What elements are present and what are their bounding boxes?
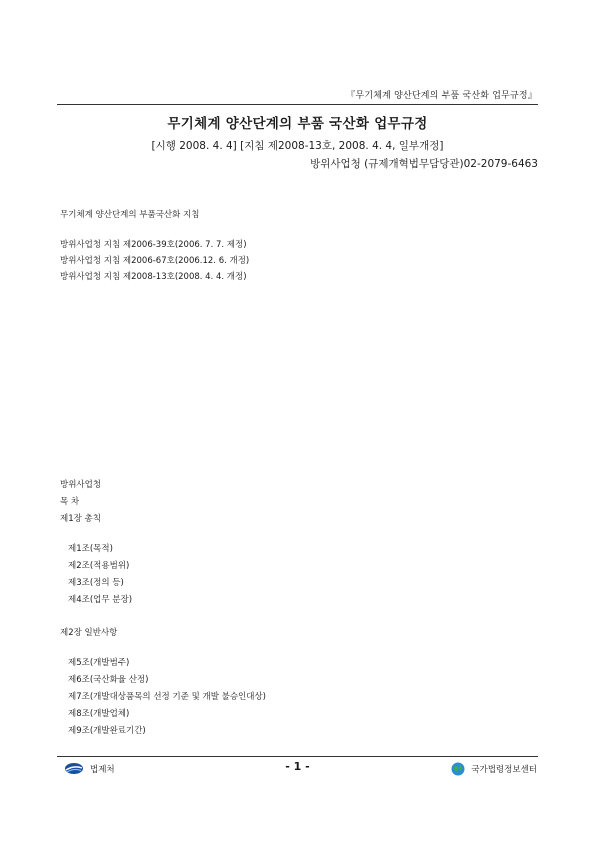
document-title: 무기체계 양산단계의 부품 국산화 업무규정 bbox=[167, 116, 428, 132]
agency-contact: 방위사업청 (규제개혁법무담당관)02-2079-6463 bbox=[310, 158, 538, 170]
toc-article: 제2조(적용범위) bbox=[68, 561, 130, 571]
toc-article: 제4조(업무 분장) bbox=[68, 595, 133, 605]
toc-article: 제1조(목적) bbox=[68, 544, 113, 554]
agency-name: 방위사업청 bbox=[60, 480, 102, 490]
enforcement-info: [시행 2008. 4. 4] [지침 제2008-13호, 2008. 4. 4, 일부개정] bbox=[151, 140, 444, 152]
running-header: 『무기체계 양산단계의 부품 국산화 업무규정』 bbox=[346, 91, 537, 101]
toc-heading: 목 차 bbox=[60, 497, 80, 507]
header-rule bbox=[57, 104, 538, 105]
chapter-heading: 제2장 일반사항 bbox=[60, 628, 118, 638]
toc-article: 제6조(국산화율 산정) bbox=[68, 675, 149, 685]
history-line: 방위사업청 지침 제2006-67호(2006.12. 6. 개정) bbox=[60, 256, 250, 266]
footer-right-label: 국가법령정보센터 bbox=[471, 765, 537, 775]
toc-article: 제9조(개발완료기간) bbox=[68, 726, 146, 736]
toc-article: 제8조(개발업체) bbox=[68, 709, 130, 719]
toc-article: 제5조(개발범주) bbox=[68, 658, 130, 668]
history-line: 방위사업청 지침 제2008-13호(2008. 4. 4. 개정) bbox=[60, 272, 247, 282]
toc-article: 제7조(개발대상품목의 선정 기준 및 개발 불승인대상) bbox=[68, 692, 266, 702]
footer-rule bbox=[57, 756, 538, 757]
toc-article: 제3조(정의 등) bbox=[68, 578, 124, 588]
footer-right bbox=[451, 762, 537, 776]
history-line: 방위사업청 지침 제2006-39호(2006. 7. 7. 제정) bbox=[60, 240, 247, 250]
chapter-heading: 제1장 총칙 bbox=[60, 514, 101, 524]
footer-left-label: 법제처 bbox=[90, 764, 115, 775]
globe-logo-icon bbox=[451, 762, 465, 776]
guideline-name: 무기체계 양산단계의 부품국산화 지침 bbox=[60, 210, 200, 220]
page-number: - 1 - bbox=[285, 760, 310, 773]
